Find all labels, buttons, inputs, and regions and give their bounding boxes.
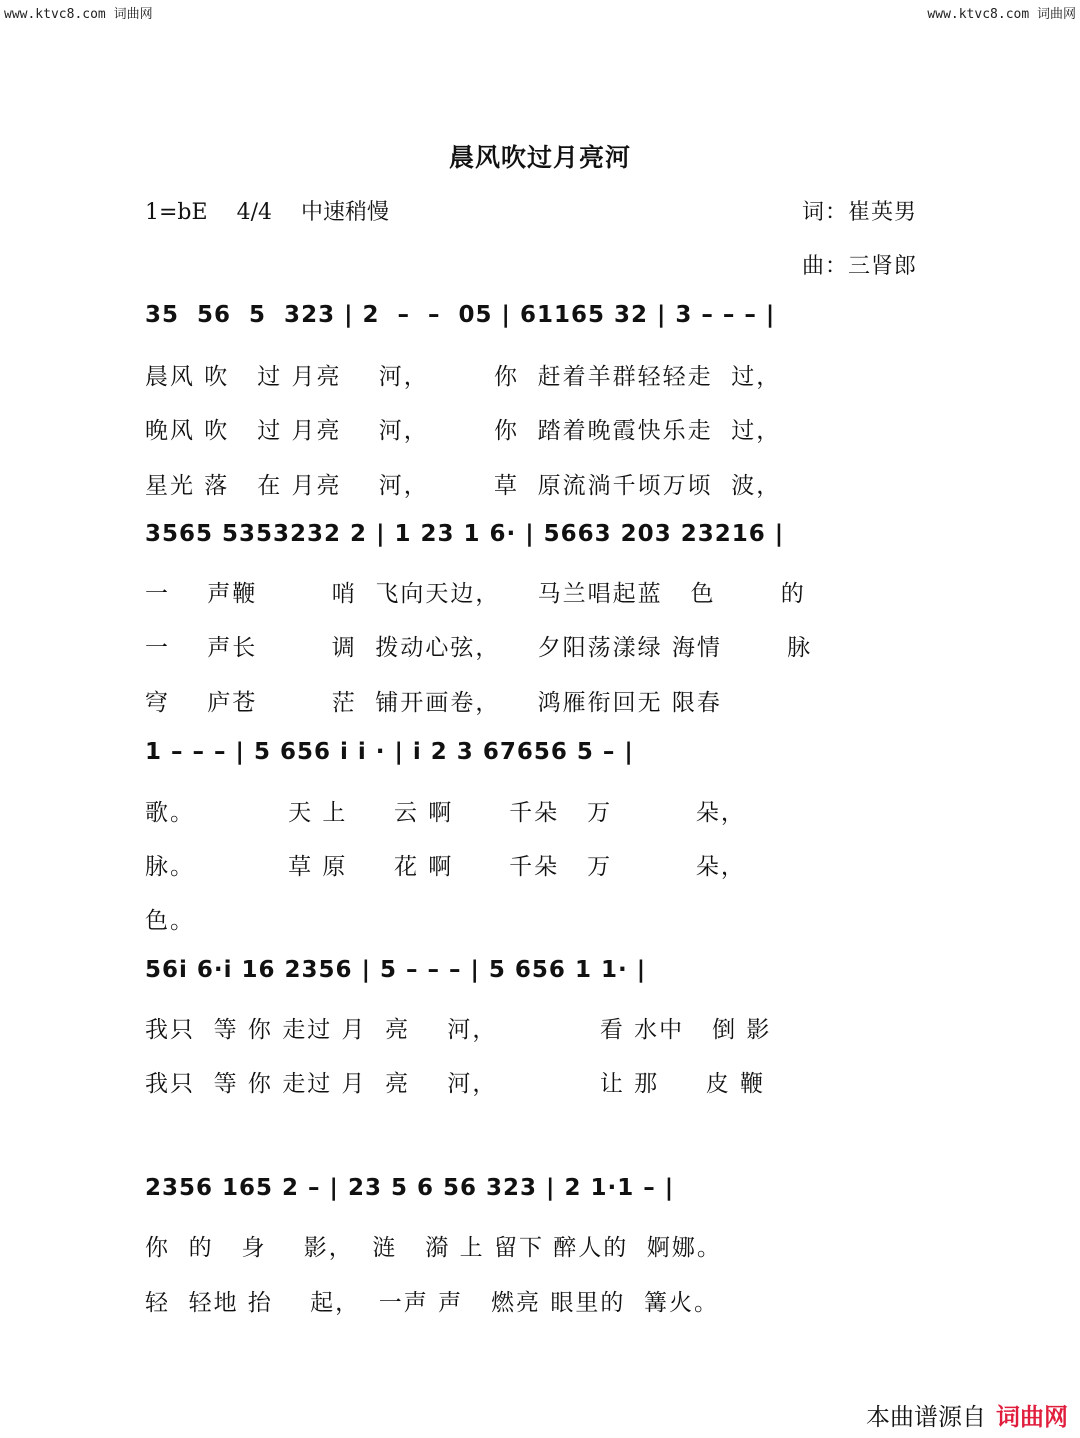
site-logo-text[interactable]: 词曲网 <box>996 1403 1068 1431</box>
time-signature: 4/4 <box>236 200 272 225</box>
lyric-line-4-2: 我只 等 你 走过 月 亮 河， 让 那 皮 鞭 <box>145 1071 766 1097</box>
watermark-left: www.ktvc8.com 词曲网 <box>4 7 153 22</box>
notation-line-4: 56i 6·i 16 2356 | 5 – – – | 5 656 1 1· | <box>145 957 647 983</box>
lyric-line-3-3: 色。 <box>145 908 195 934</box>
watermark-right: www.ktvc8.com 词曲网 <box>927 7 1076 22</box>
lyric-line-1-3: 星光 落 在 月亮 河， 草 原流淌千顷万顷 波， <box>145 473 782 499</box>
lyric-line-5-2: 轻 轻地 抬 起， 一声 声 燃亮 眼里的 篝火。 <box>145 1290 719 1316</box>
notation-line-3: 1 – – – | 5 656 i i · | i 2 3 67656 5 – | <box>145 739 634 765</box>
lyric-line-4-1: 我只 等 你 走过 月 亮 河， 看 水中 倒 影 <box>145 1017 772 1043</box>
source-footer <box>866 1397 1068 1432</box>
lyric-line-3-2: 脉。 草 原 花 啊 千朵 万 朵， <box>145 854 746 880</box>
lyric-line-1-2: 晚风 吹 过 月亮 河， 你 踏着晚霞快乐走 过， <box>145 418 782 444</box>
lyric-line-5-1: 你 的 身 影， 涟 漪 上 留下 醉人的 婀娜。 <box>145 1235 722 1261</box>
lyric-line-2-1: 一 声鞭 哨 飞向天边， 马兰唱起蓝 色 的 <box>145 581 806 607</box>
lyric-line-1-1: 晨风 吹 过 月亮 河， 你 赶着羊群轻轻走 过， <box>145 364 782 390</box>
score-header <box>145 195 411 226</box>
lyric-line-2-2: 一 声长 调 拨动心弦， 夕阳荡漾绿 海情 脉 <box>145 635 813 661</box>
tempo-marking: 中速稍慢 <box>300 200 389 225</box>
lyric-line-2-3: 穹 庐苍 茫 铺开画卷， 鸿雁衔回无 限春 <box>145 690 722 716</box>
notation-line-5: 2356 165 2 – | 23 5 6 56 323 | 2 1·1 – | <box>145 1175 675 1201</box>
composer-credit: 曲：三肾郎 <box>801 254 917 279</box>
source-label: 本曲谱源自 <box>866 1403 986 1431</box>
key-signature: 1=bE <box>145 200 208 225</box>
song-title: 晨风吹过月亮河 <box>448 143 631 172</box>
lyric-line-3-1: 歌。 天 上 云 啊 千朵 万 朵， <box>145 800 746 826</box>
lyricist-credit: 词：崔英男 <box>801 200 917 225</box>
notation-line-2: 3565 5353232 2 | 1 23 1 6· | 5663 203 23216 | <box>145 521 785 547</box>
notation-line-1: 35 56 5 323 | 2 – – 05 | 61165 32 | 3 – – – | <box>145 302 776 328</box>
